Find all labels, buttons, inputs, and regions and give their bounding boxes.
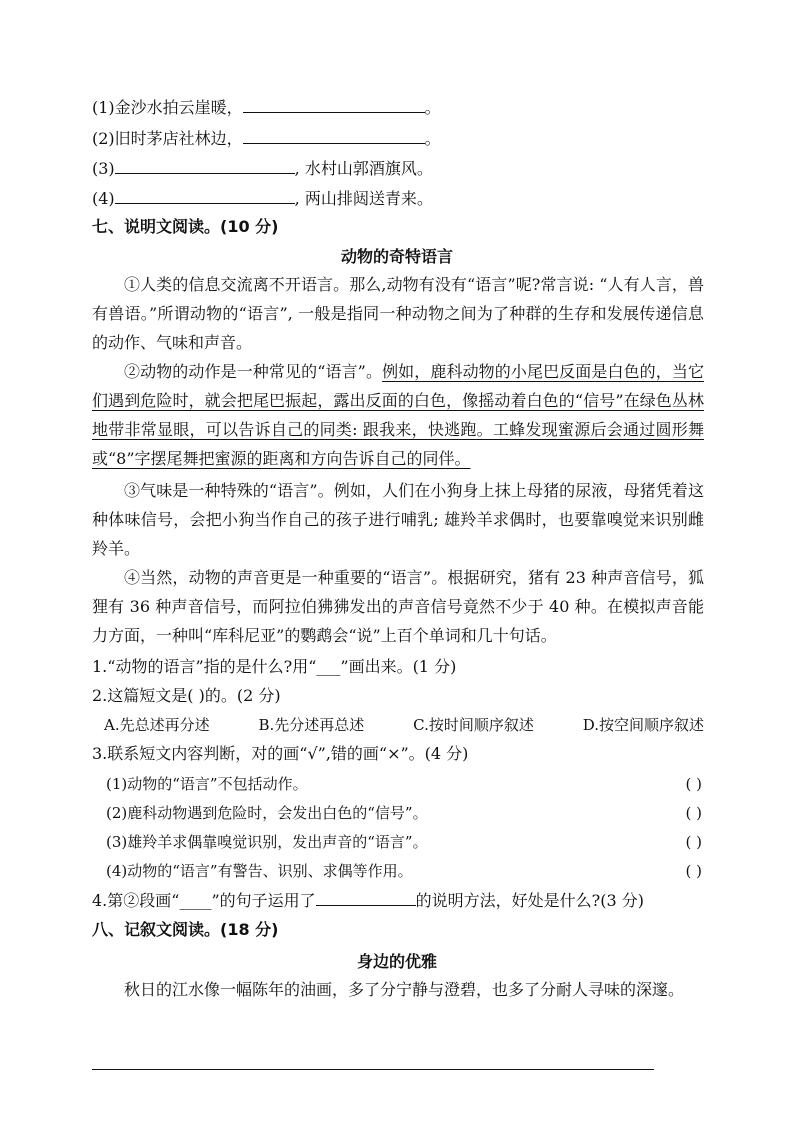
section-8-heading: 八、记叙文阅读。(18 分) [92, 920, 279, 939]
judge-item-text: (3)雄羚羊求偶靠嗅觉识别，发出声音的“语言”。 [106, 833, 428, 851]
poem-line-1-text: (1)金沙水拍云崖暖， [92, 98, 243, 117]
answer-parentheses[interactable]: ( ) [685, 804, 702, 822]
judge-item-3 [106, 831, 702, 853]
narrative-paragraph-1: 秋日的江水像一幅陈年的油画，多了分宁静与澄碧，也多了分耐人寻味的深邃。 [124, 980, 685, 999]
judge-item-text: (2)鹿科动物遇到危险时，会发出白色的“信号”。 [106, 804, 428, 822]
poem-line-1 [92, 97, 441, 119]
poem-line-4 [92, 188, 433, 210]
poem-line-1-end: 。 [424, 98, 441, 117]
poem-line-3 [92, 158, 433, 180]
judge-item-2 [106, 802, 702, 824]
question-2: 2.这篇短文是( )的。(2 分) [92, 686, 281, 705]
paragraph-1: ①人类的信息交流离不开语言。那么,动物有没有“语言”呢?常言说: “人有人言，兽有兽语。”所谓动物的“语言”, 一般是指同一种动物之间为了种群的生存和发展传递信息的动作、气味和声音。 [92, 275, 704, 352]
answer-parentheses[interactable]: ( ) [685, 775, 702, 793]
option-a[interactable]: A.先总述再分述 [104, 716, 210, 734]
answer-blank[interactable] [115, 189, 295, 204]
answer-parentheses[interactable]: ( ) [685, 862, 702, 880]
section-7-heading: 七、说明文阅读。(10 分) [92, 217, 279, 236]
judge-item-4 [106, 860, 702, 882]
answer-blank[interactable] [115, 159, 295, 174]
judge-item-1 [106, 773, 702, 795]
paragraph-3: ③气味是一种特殊的“语言”。例如，人们在小狗身上抹上母猪的尿液，母猪凭着这种体味信号，会把小狗当作自己的孩子进行哺乳; 雄羚羊求偶时，也要靠嗅觉来识别雌羚羊。 [92, 481, 704, 558]
poem-line-4-text: (4) [92, 189, 115, 208]
option-d[interactable]: D.按空间顺序叙述 [582, 716, 704, 734]
footer-rule [92, 1069, 654, 1070]
poem-line-3-end: , 水村山郭酒旗风。 [294, 159, 433, 178]
paragraph-2 [92, 357, 704, 473]
question-4-text-b: 的说明方法，好处是什么?(3 分) [415, 891, 644, 910]
answer-blank[interactable] [316, 891, 416, 906]
answer-blank[interactable] [243, 98, 425, 113]
option-b[interactable]: B.先分述再总述 [258, 716, 365, 734]
article-title-2: 身边的优雅 [356, 952, 437, 971]
question-4 [92, 890, 644, 912]
poem-line-3-text: (3) [92, 159, 115, 178]
paragraph-2-underlined: 例如，鹿科动物的小尾巴反面是白色的，当它们遇到危险时，就会把尾巴振起，露出反面的白色，像摇动着白色的“信号”在绿色丛林地带非常显眼，可以告诉自己的同类: 跟我来，快逃跑。工蜂发现蜜源后会通过圆形舞或“8”字摆尾舞把蜜源的距离和方向告诉自己的同伴。 [92, 362, 704, 468]
question-1: 1.“动物的语言”指的是什么?用“___”画出来。(1 分) [92, 657, 457, 676]
poem-line-2 [92, 128, 441, 150]
question-2-options [104, 714, 704, 736]
answer-parentheses[interactable]: ( ) [685, 833, 702, 851]
paragraph-2-lead: ②动物的动作是一种常见的“语言”。 [124, 362, 383, 381]
poem-line-2-text: (2)旧时茅店社林边， [92, 129, 243, 148]
option-c[interactable]: C.按时间顺序叙述 [413, 716, 534, 734]
poem-line-4-end: , 两山排闼送青来。 [294, 189, 433, 208]
judge-item-text: (1)动物的“语言”不包括动作。 [106, 775, 308, 793]
article-title-1: 动物的奇特语言 [340, 247, 453, 266]
question-4-text-a: 4.第②段画“____”的句子运用了 [92, 891, 316, 910]
poem-line-2-end: 。 [424, 129, 441, 148]
judge-item-text: (4)动物的“语言”有警告、识别、求偶等作用。 [106, 862, 413, 880]
paragraph-4: ④当然，动物的声音更是一种重要的“语言”。根据研究，猪有 23 种声音信号，狐狸有 36 种声音信号，而阿拉伯狒狒发出的声音信号竟然不少于 40 种。在模拟声音能力方面，一种叫“库科尼亚”的鹦鹉会“说”上百个单词和几十句话。 [92, 568, 704, 645]
question-3: 3.联系短文内容判断，对的画“√”,错的画“×”。(4 分) [92, 744, 469, 763]
answer-blank[interactable] [243, 129, 425, 144]
